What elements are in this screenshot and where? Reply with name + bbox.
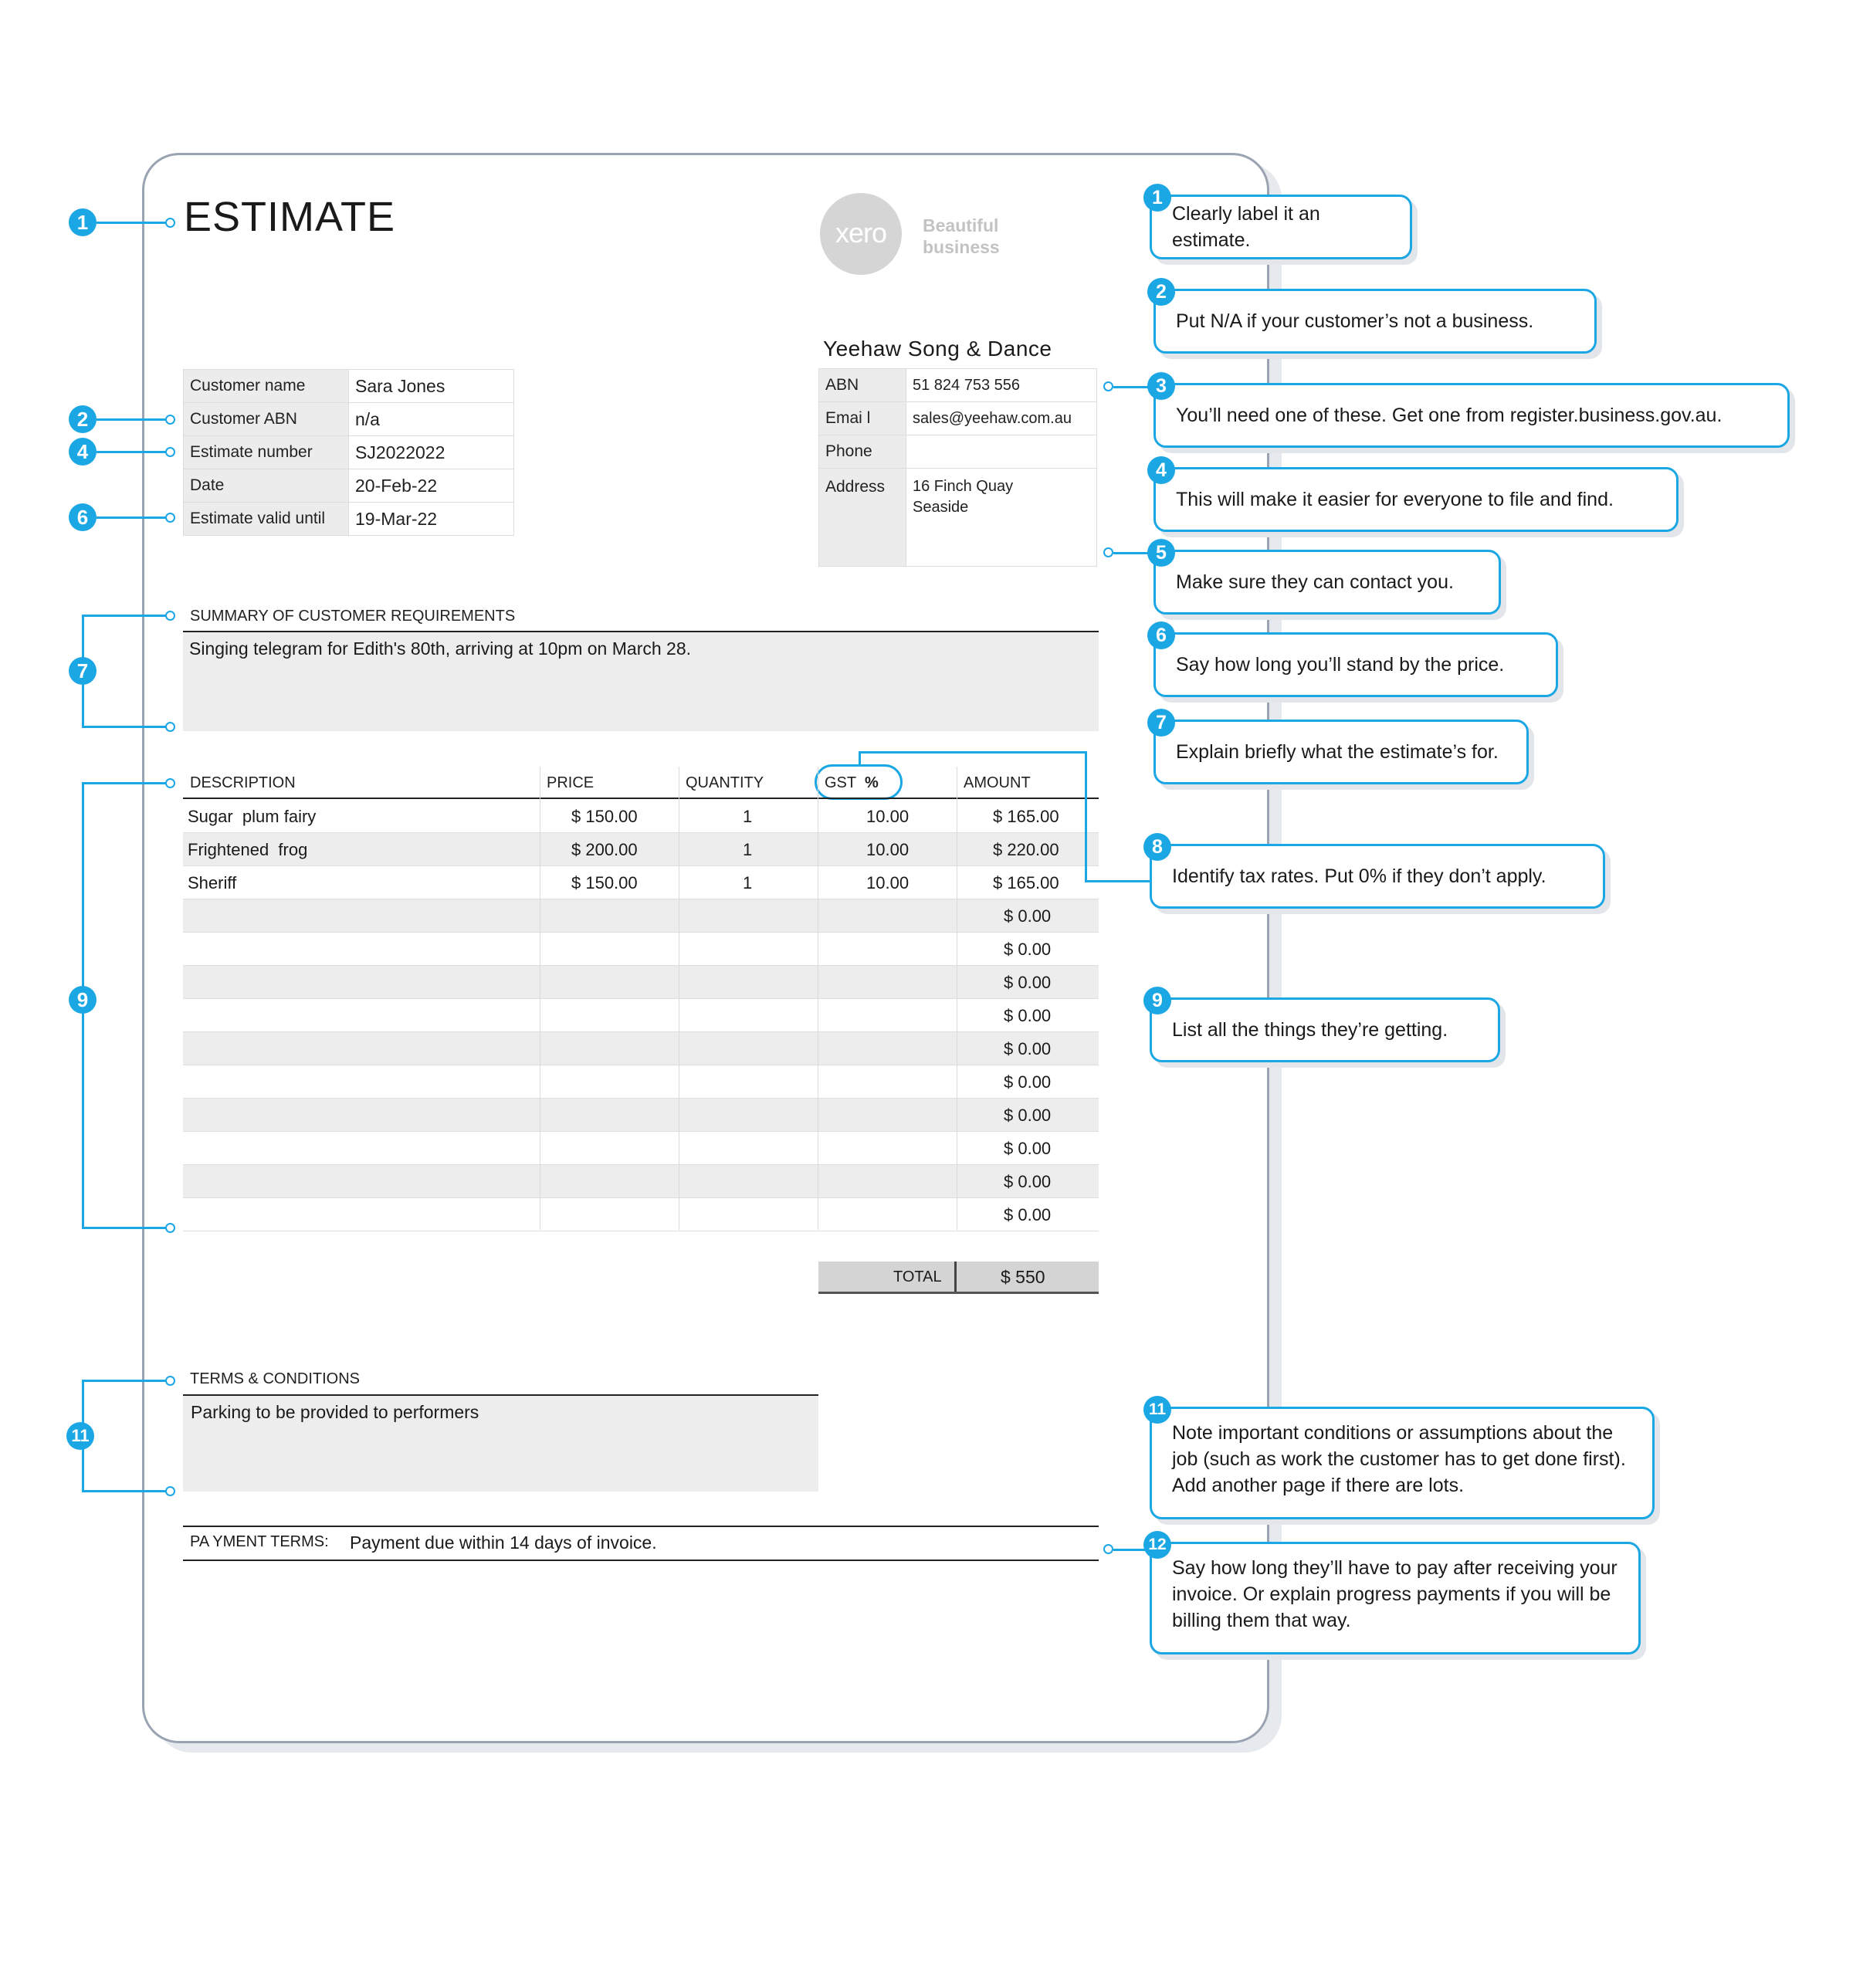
- line-item-row: [183, 966, 1099, 999]
- line-item-gst[interactable]: 10.00: [866, 807, 910, 826]
- line-item-price[interactable]: $ 150.00: [571, 873, 638, 892]
- address-line-1: 16 Finch Quay: [913, 478, 1014, 495]
- phone-value[interactable]: [906, 435, 1097, 469]
- estimate-number-label: Estimate number: [184, 436, 349, 469]
- callout-11-badge: 11: [1143, 1396, 1171, 1424]
- logo-tagline: [923, 215, 1015, 258]
- marker-dot: [165, 722, 175, 732]
- marker-dot: [165, 1376, 175, 1386]
- callout-6-text: Say how long you’ll stand by the price.: [1176, 654, 1505, 676]
- connector-8-bottom: [1085, 880, 1150, 882]
- line-item-description[interactable]: Sugar plum fairy: [188, 807, 317, 826]
- line-item-row: [183, 1198, 1099, 1231]
- line-item-amount[interactable]: $ 0.00: [1004, 906, 1052, 926]
- callout-3-badge: 3: [1147, 372, 1175, 400]
- customer-name-row: [184, 370, 514, 403]
- line-item-gst[interactable]: 10.00: [866, 840, 910, 859]
- callout-4-text: This will make it easier for everyone to file and find.: [1176, 489, 1614, 510]
- bracket-11-top: [82, 1380, 167, 1382]
- date-label: Date: [184, 469, 349, 503]
- summary-box[interactable]: [183, 632, 1099, 731]
- line-item-row: [183, 866, 1099, 899]
- line-item-row: [183, 1165, 1099, 1198]
- line-item-gst[interactable]: 10.00: [866, 873, 910, 892]
- payment-text[interactable]: Payment due within 14 days of invoice.: [350, 1532, 657, 1553]
- phone-label: Phone: [819, 435, 906, 469]
- callout-12-badge: 12: [1143, 1531, 1171, 1559]
- logo-tagline-line-1: Beautiful: [923, 215, 999, 235]
- callout-7: [1153, 720, 1529, 784]
- col-quantity-header: QUANTITY: [686, 774, 764, 791]
- terms-text: Parking to be provided to performers: [191, 1402, 479, 1422]
- marker-line: [97, 451, 166, 453]
- abn-label: ABN: [819, 369, 906, 402]
- callout-3-text: You’ll need one of these. Get one from register.business.gov.au.: [1176, 405, 1723, 426]
- email-value[interactable]: sales@yeehaw.com.au: [906, 402, 1097, 435]
- line-item-amount[interactable]: $ 0.00: [1004, 1006, 1052, 1025]
- line-item-amount[interactable]: $ 165.00: [993, 873, 1059, 892]
- callout-12: [1150, 1542, 1641, 1654]
- address-row: [819, 469, 1097, 567]
- col-amount-header: AMOUNT: [964, 774, 1031, 791]
- marker-dot: [1103, 1544, 1113, 1554]
- line-item-row: [183, 899, 1099, 933]
- customer-abn-value[interactable]: n/a: [349, 403, 514, 436]
- line-item-row: [183, 1032, 1099, 1065]
- gst-highlight-ring: [815, 764, 903, 800]
- line-item-amount[interactable]: $ 165.00: [993, 807, 1059, 826]
- callout-9: [1150, 997, 1500, 1062]
- address-value[interactable]: [906, 469, 1097, 567]
- marker-line: [97, 418, 166, 421]
- callout-2-badge: 2: [1147, 278, 1175, 306]
- customer-name-value[interactable]: Sara Jones: [349, 370, 514, 403]
- callout-5-text: Make sure they can contact you.: [1176, 571, 1454, 593]
- marker-1-badge: 1: [69, 208, 97, 236]
- callout-1: [1150, 195, 1412, 259]
- marker-dot: [165, 218, 175, 228]
- line-item-price[interactable]: $ 200.00: [571, 840, 638, 859]
- marker-line: [97, 516, 166, 519]
- connector-8-top: [859, 751, 1087, 754]
- callout-7-badge: 7: [1147, 709, 1175, 737]
- terms-heading: TERMS & CONDITIONS: [190, 1370, 361, 1387]
- total-bar: [818, 1262, 1099, 1294]
- total-value: $ 550: [1001, 1267, 1045, 1287]
- callout-4-badge: 4: [1147, 456, 1175, 484]
- document-title: ESTIMATE: [184, 194, 396, 240]
- bracket-9-top: [82, 782, 167, 784]
- line-item-amount[interactable]: $ 0.00: [1004, 1072, 1052, 1092]
- line-item-amount[interactable]: $ 0.00: [1004, 940, 1052, 959]
- col-gst-header: GST: [825, 774, 857, 791]
- business-details-table: [818, 368, 1097, 567]
- connector-8-stub: [859, 751, 861, 767]
- line-item-row: [183, 1132, 1099, 1165]
- line-item-quantity[interactable]: 1: [743, 873, 753, 892]
- line-item-row: [183, 800, 1099, 833]
- line-item-description[interactable]: Frightened frog: [188, 840, 308, 859]
- summary-text: Singing telegram for Edith's 80th, arriving at 10pm on March 28.: [189, 638, 692, 659]
- connector-8-vertical: [1085, 751, 1087, 882]
- line-item-amount[interactable]: $ 220.00: [993, 840, 1059, 859]
- col-description-header: DESCRIPTION: [190, 774, 296, 791]
- col-price-header: PRICE: [547, 774, 595, 791]
- date-value[interactable]: 20-Feb-22: [349, 469, 514, 503]
- marker-2-badge: 2: [69, 405, 97, 433]
- callout-2: [1153, 289, 1597, 354]
- callout-8-badge: 8: [1143, 833, 1171, 861]
- valid-until-label: Estimate valid until: [184, 503, 349, 536]
- line-item-amount[interactable]: $ 0.00: [1004, 1205, 1052, 1224]
- line-item-price[interactable]: $ 150.00: [571, 807, 638, 826]
- callout-4: [1153, 467, 1679, 532]
- callout-7-text: Explain briefly what the estimate’s for.: [1176, 741, 1499, 763]
- callout-11: [1150, 1407, 1655, 1519]
- customer-abn-row: [184, 403, 514, 436]
- valid-until-value[interactable]: 19-Mar-22: [349, 503, 514, 536]
- line-item-description[interactable]: Sheriff: [188, 873, 237, 892]
- customer-details-table: [183, 369, 514, 536]
- line-item-amount[interactable]: $ 0.00: [1004, 1172, 1052, 1191]
- line-item-quantity[interactable]: 1: [743, 807, 753, 826]
- address-label: Address: [819, 469, 906, 567]
- xero-logo: xero: [820, 193, 902, 275]
- line-item-row: [183, 833, 1099, 866]
- valid-until-row: [184, 503, 514, 536]
- line-item-row: [183, 933, 1099, 966]
- email-label: Emai l: [819, 402, 906, 435]
- marker-dot: [165, 1223, 175, 1233]
- payment-rule-bottom: [183, 1560, 1099, 1561]
- summary-heading: SUMMARY OF CUSTOMER REQUIREMENTS: [190, 608, 516, 625]
- callout-3: [1153, 383, 1790, 448]
- terms-box[interactable]: [183, 1396, 818, 1492]
- callout-9-text: List all the things they’re getting.: [1172, 1019, 1448, 1041]
- estimate-number-value[interactable]: SJ2022022: [349, 436, 514, 469]
- line-item-row: [183, 1065, 1099, 1099]
- marker-dot: [165, 415, 175, 425]
- marker-dot: [165, 611, 175, 621]
- payment-label: PA YMENT TERMS:: [190, 1533, 329, 1550]
- callout-8-text: Identify tax rates. Put 0% if they don’t apply.: [1172, 865, 1546, 887]
- marker-dot: [1103, 381, 1113, 391]
- total-label: TOTAL: [893, 1268, 942, 1285]
- line-item-amount[interactable]: $ 0.00: [1004, 1106, 1052, 1125]
- line-item-quantity[interactable]: 1: [743, 840, 753, 859]
- callout-6-badge: 6: [1147, 621, 1175, 649]
- callout-1-badge: 1: [1143, 184, 1171, 212]
- marker-11-badge: 11: [66, 1422, 94, 1450]
- date-row: [184, 469, 514, 503]
- marker-dot: [165, 513, 175, 523]
- line-items-rule: [183, 798, 1099, 799]
- marker-9-badge: 9: [69, 986, 97, 1014]
- callout-6: [1153, 632, 1558, 697]
- line-item-amount[interactable]: $ 0.00: [1004, 1039, 1052, 1058]
- callout-2-text: Put N/A if your customer’s not a business.: [1176, 310, 1534, 332]
- logo-tagline-line-2: business: [923, 237, 1000, 257]
- callout-1-text: Clearly label it an estimate.: [1172, 203, 1320, 251]
- business-name: Yeehaw Song & Dance: [823, 337, 1052, 361]
- callout-9-badge: 9: [1143, 987, 1171, 1014]
- estimate-number-row: [184, 436, 514, 469]
- marker-7-badge: 7: [69, 657, 97, 685]
- marker-6-badge: 6: [69, 503, 97, 531]
- callout-8: [1150, 844, 1605, 909]
- marker-4-badge: 4: [69, 438, 97, 466]
- email-row: [819, 402, 1097, 435]
- marker-dot: [1103, 547, 1113, 557]
- callout-5-badge: 5: [1147, 539, 1175, 567]
- bracket-7-bottom: [82, 726, 167, 728]
- abn-value[interactable]: 51 824 753 556: [906, 369, 1097, 402]
- marker-dot: [165, 1486, 175, 1496]
- marker-line: [97, 222, 166, 224]
- payment-rule-top: [183, 1526, 1099, 1527]
- bracket-9-bottom: [82, 1227, 167, 1229]
- line-item-amount[interactable]: $ 0.00: [1004, 1139, 1052, 1158]
- callout-12-text: Say how long they’ll have to pay after receiving your invoice. Or explain progress payments if you will be billing them that way.: [1172, 1557, 1618, 1631]
- customer-name-label: Customer name: [184, 370, 349, 403]
- line-item-row: [183, 1099, 1099, 1132]
- customer-abn-label: Customer ABN: [184, 403, 349, 436]
- abn-row: [819, 369, 1097, 402]
- callout-11-text: Note important conditions or assumptions about the job (such as work the customer has to get done first). Add another page if there are lots.: [1172, 1422, 1626, 1496]
- address-line-2: Seaside: [913, 499, 969, 516]
- bracket-11-bottom: [82, 1490, 167, 1492]
- col-gst-unit: %: [865, 774, 879, 791]
- callout-5: [1153, 550, 1501, 615]
- line-item-row: [183, 999, 1099, 1032]
- marker-dot: [165, 778, 175, 788]
- line-item-amount[interactable]: $ 0.00: [1004, 973, 1052, 992]
- marker-dot: [165, 447, 175, 457]
- bracket-7-top: [82, 615, 167, 617]
- phone-row: [819, 435, 1097, 469]
